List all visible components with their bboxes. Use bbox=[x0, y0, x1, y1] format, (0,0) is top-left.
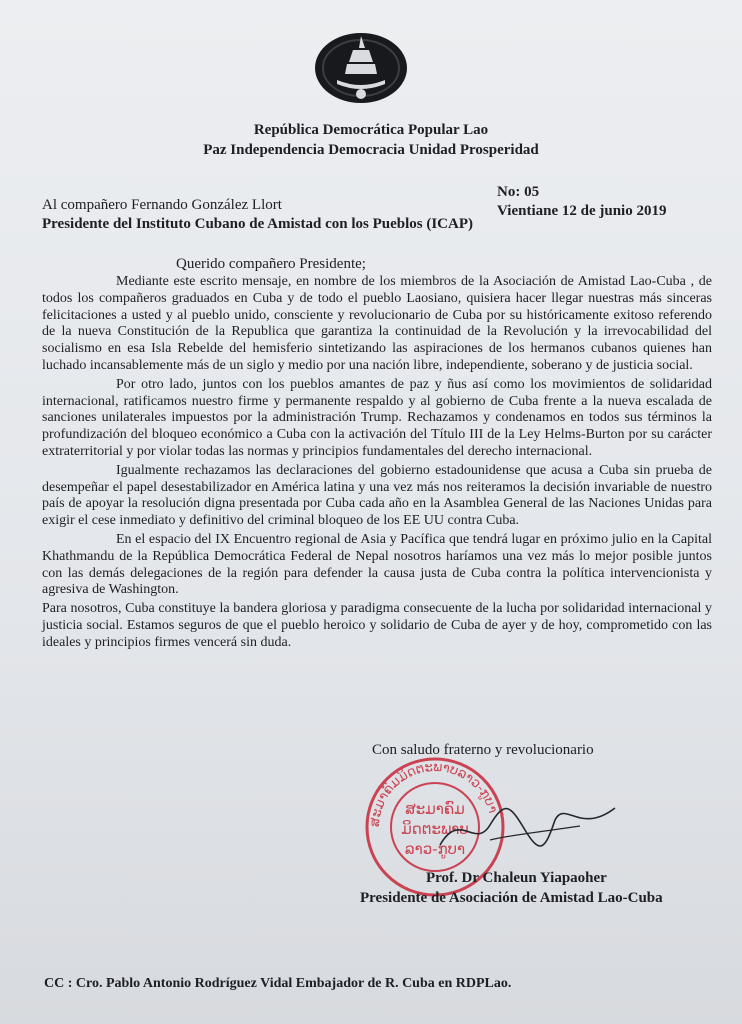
lao-national-emblem-icon bbox=[313, 28, 409, 104]
signer-name: Prof. Dr Chaleun Yiapaoher bbox=[426, 870, 607, 886]
svg-text:ລາວ-ກູບາ: ລາວ-ກູບາ bbox=[404, 840, 466, 858]
letter-header bbox=[0, 120, 742, 160]
svg-text:ສະມາຄົມມິດຕະພາບລາວ-ກູບາ: ສະມາຄົມມິດຕະພາບລາວ-ກູບາ bbox=[367, 759, 501, 828]
paragraph: Por otro lado, juntos con los pueblos amantes de paz y ñus así como los movimientos de solidaridad internacional, ratificamos nuestro firme y permanente respaldo y al gobierno de Cuba frente a la nueva escalada de sanciones unilaterales impuestos por la administración Trump. Rechazamos y condenamos en todos sus términos la profundización del bloqueo económico a Cuba con la activación del Título III de la Ley Helms-Burton por su carácter extraterritorial y por violar todas las normas y principios fundamentales del derecho internacional. bbox=[42, 376, 712, 459]
signer-block bbox=[360, 868, 740, 908]
signer-title: Presidente de Asociación de Amistad Lao-Cuba bbox=[360, 890, 663, 906]
recipient-name: Al compañero Fernando González Llort bbox=[42, 197, 282, 213]
handwritten-signature bbox=[430, 790, 620, 860]
svg-text:ສະມາຄົມ: ສະມາຄົມ bbox=[405, 800, 465, 818]
paragraph: Mediante este escrito mensaje, en nombre de los miembros de la Asociación de Amistad Lao-Cuba , de todos los compañeros graduados en Cuba y de todo el pueblo Laosiano, quisiera hacer llegar nuestras más sinceras felicitaciones a usted y al pueblo unido, consciente y revolucionario de Cuba por su históricamente exitoso referendo de la nueva Constitución de la Republica que garantiza la continuidad de la Revolución y la irrevocabilidad del socialismo en esa Isla Rebelde del hemisferio sintetizando las aspiraciones de los hermanos cubanos quienes han luchado incansablemente más de un siglo y medio por una nación libre, independiente, soberano y de justicia social. bbox=[42, 274, 712, 373]
reference-block bbox=[497, 183, 717, 221]
country-motto: Paz Independencia Democracia Unidad Prosperidad bbox=[203, 142, 539, 158]
paragraph: Igualmente rechazamos las declaraciones del gobierno estadounidense que acusa a Cuba sin prueba de desempeñar el papel desestabilizador en América latina y una vez más nos reiteramos la decisión invariable de nuestro país de apoyar la resolución digna presentada por Cuba cada año en la Asamblea General de las Naciones Unidas para exigir el cese inmediato y definitivo del criminal bloqueo de los EE UU contra Cuba. bbox=[42, 462, 712, 529]
place-date: Vientiane 12 de junio 2019 bbox=[497, 203, 667, 219]
letter-body bbox=[42, 274, 712, 654]
carbon-copy-line: CC : Cro. Pablo Antonio Rodríguez Vidal Embajador de R. Cuba en RDPLao. bbox=[44, 976, 512, 991]
salutation: Querido compañero Presidente; bbox=[176, 256, 366, 272]
paragraph: En el espacio del IX Encuentro regional de Asia y Pacífica que tendrá lugar en próximo julio en la Capital Khathmandu de la República Democrática Federal de Nepal nosotros haríamos una vez más lo mejor posible juntos con las demás delegaciones de la región para defender la causa justa de Cuba contra la política intervencionista y agresiva de Washington. bbox=[42, 531, 712, 598]
country-name: República Democrática Popular Lao bbox=[253, 122, 489, 138]
letter-number: No: 05 bbox=[497, 184, 540, 200]
svg-text:ມິດຕະພາບ: ມິດຕະພາບ bbox=[401, 820, 469, 838]
closing-line: Con saludo fraterno y revolucionario bbox=[372, 742, 594, 758]
recipient-title: Presidente del Instituto Cubano de Amistad con los Pueblos (ICAP) bbox=[42, 216, 474, 232]
recipient-block bbox=[42, 196, 502, 234]
paragraph: Para nosotros, Cuba constituye la bandera gloriosa y paradigma consecuente de la lucha por solidaridad internacional y justicia social. Estamos seguros de que el pueblo heroico y solidario de Cuba de ayer y de hoy, comprometido con las ideales y principios firmes vencerá sin duda. bbox=[42, 601, 712, 650]
